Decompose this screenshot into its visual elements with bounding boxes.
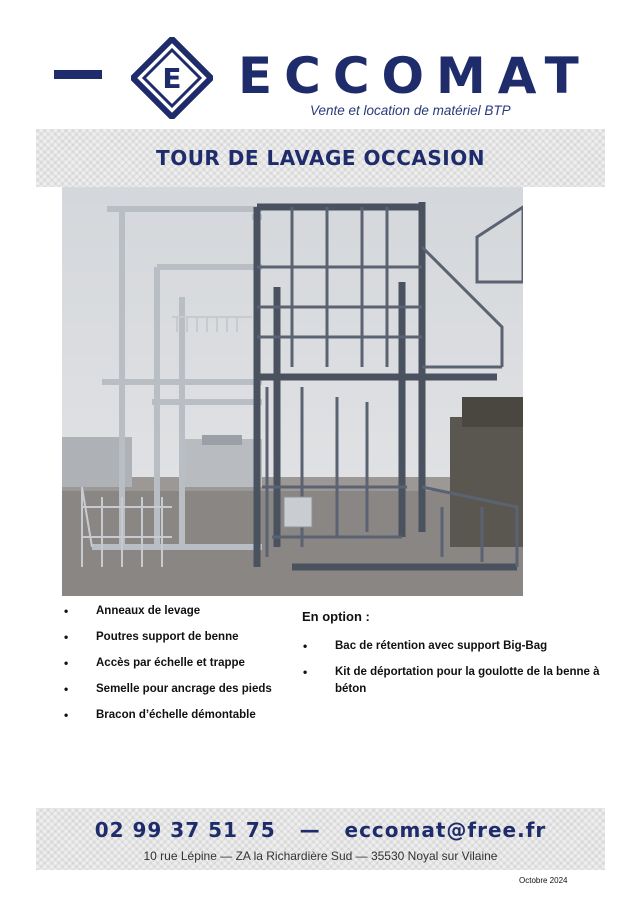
option-item: • Bac de rétention avec support Big-Bag [301,638,611,655]
address: 10 rue Lépine — ZA la Richardière Sud — 35530 Noyal sur Vilaine [143,849,498,863]
document-date: Octobre 2024 [519,876,568,885]
feature-item: • Semelle pour ancrage des pieds [62,682,272,708]
email-link[interactable]: eccomat@free.fr [344,818,547,842]
options-list [301,638,611,707]
contact-band [36,808,605,870]
logo-dash [54,70,102,79]
contact-line [36,818,605,842]
option-item: • Kit de déportation pour la goulotte de la benne à béton [301,664,611,698]
contact-separator: — [299,818,321,842]
tagline: Vente et location de matériel BTP [310,103,511,118]
logo-letter: E [162,62,182,95]
logo-diamond-icon [131,37,213,119]
page-title: TOUR DE LAVAGE OCCASION [156,146,485,170]
options-title: En option : [302,609,370,624]
feature-item: • Accès par échelle et trappe [62,656,272,682]
features-list [62,604,272,734]
feature-item: • Poutres support de benne [62,630,272,656]
phone-number[interactable]: 02 99 37 51 75 [94,818,276,842]
brand-name: ECCOMAT [238,47,591,105]
feature-item: • Bracon d’échelle démontable [62,708,272,734]
title-band [36,129,605,187]
feature-item: • Anneaux de levage [62,604,272,630]
product-photo [62,187,523,596]
